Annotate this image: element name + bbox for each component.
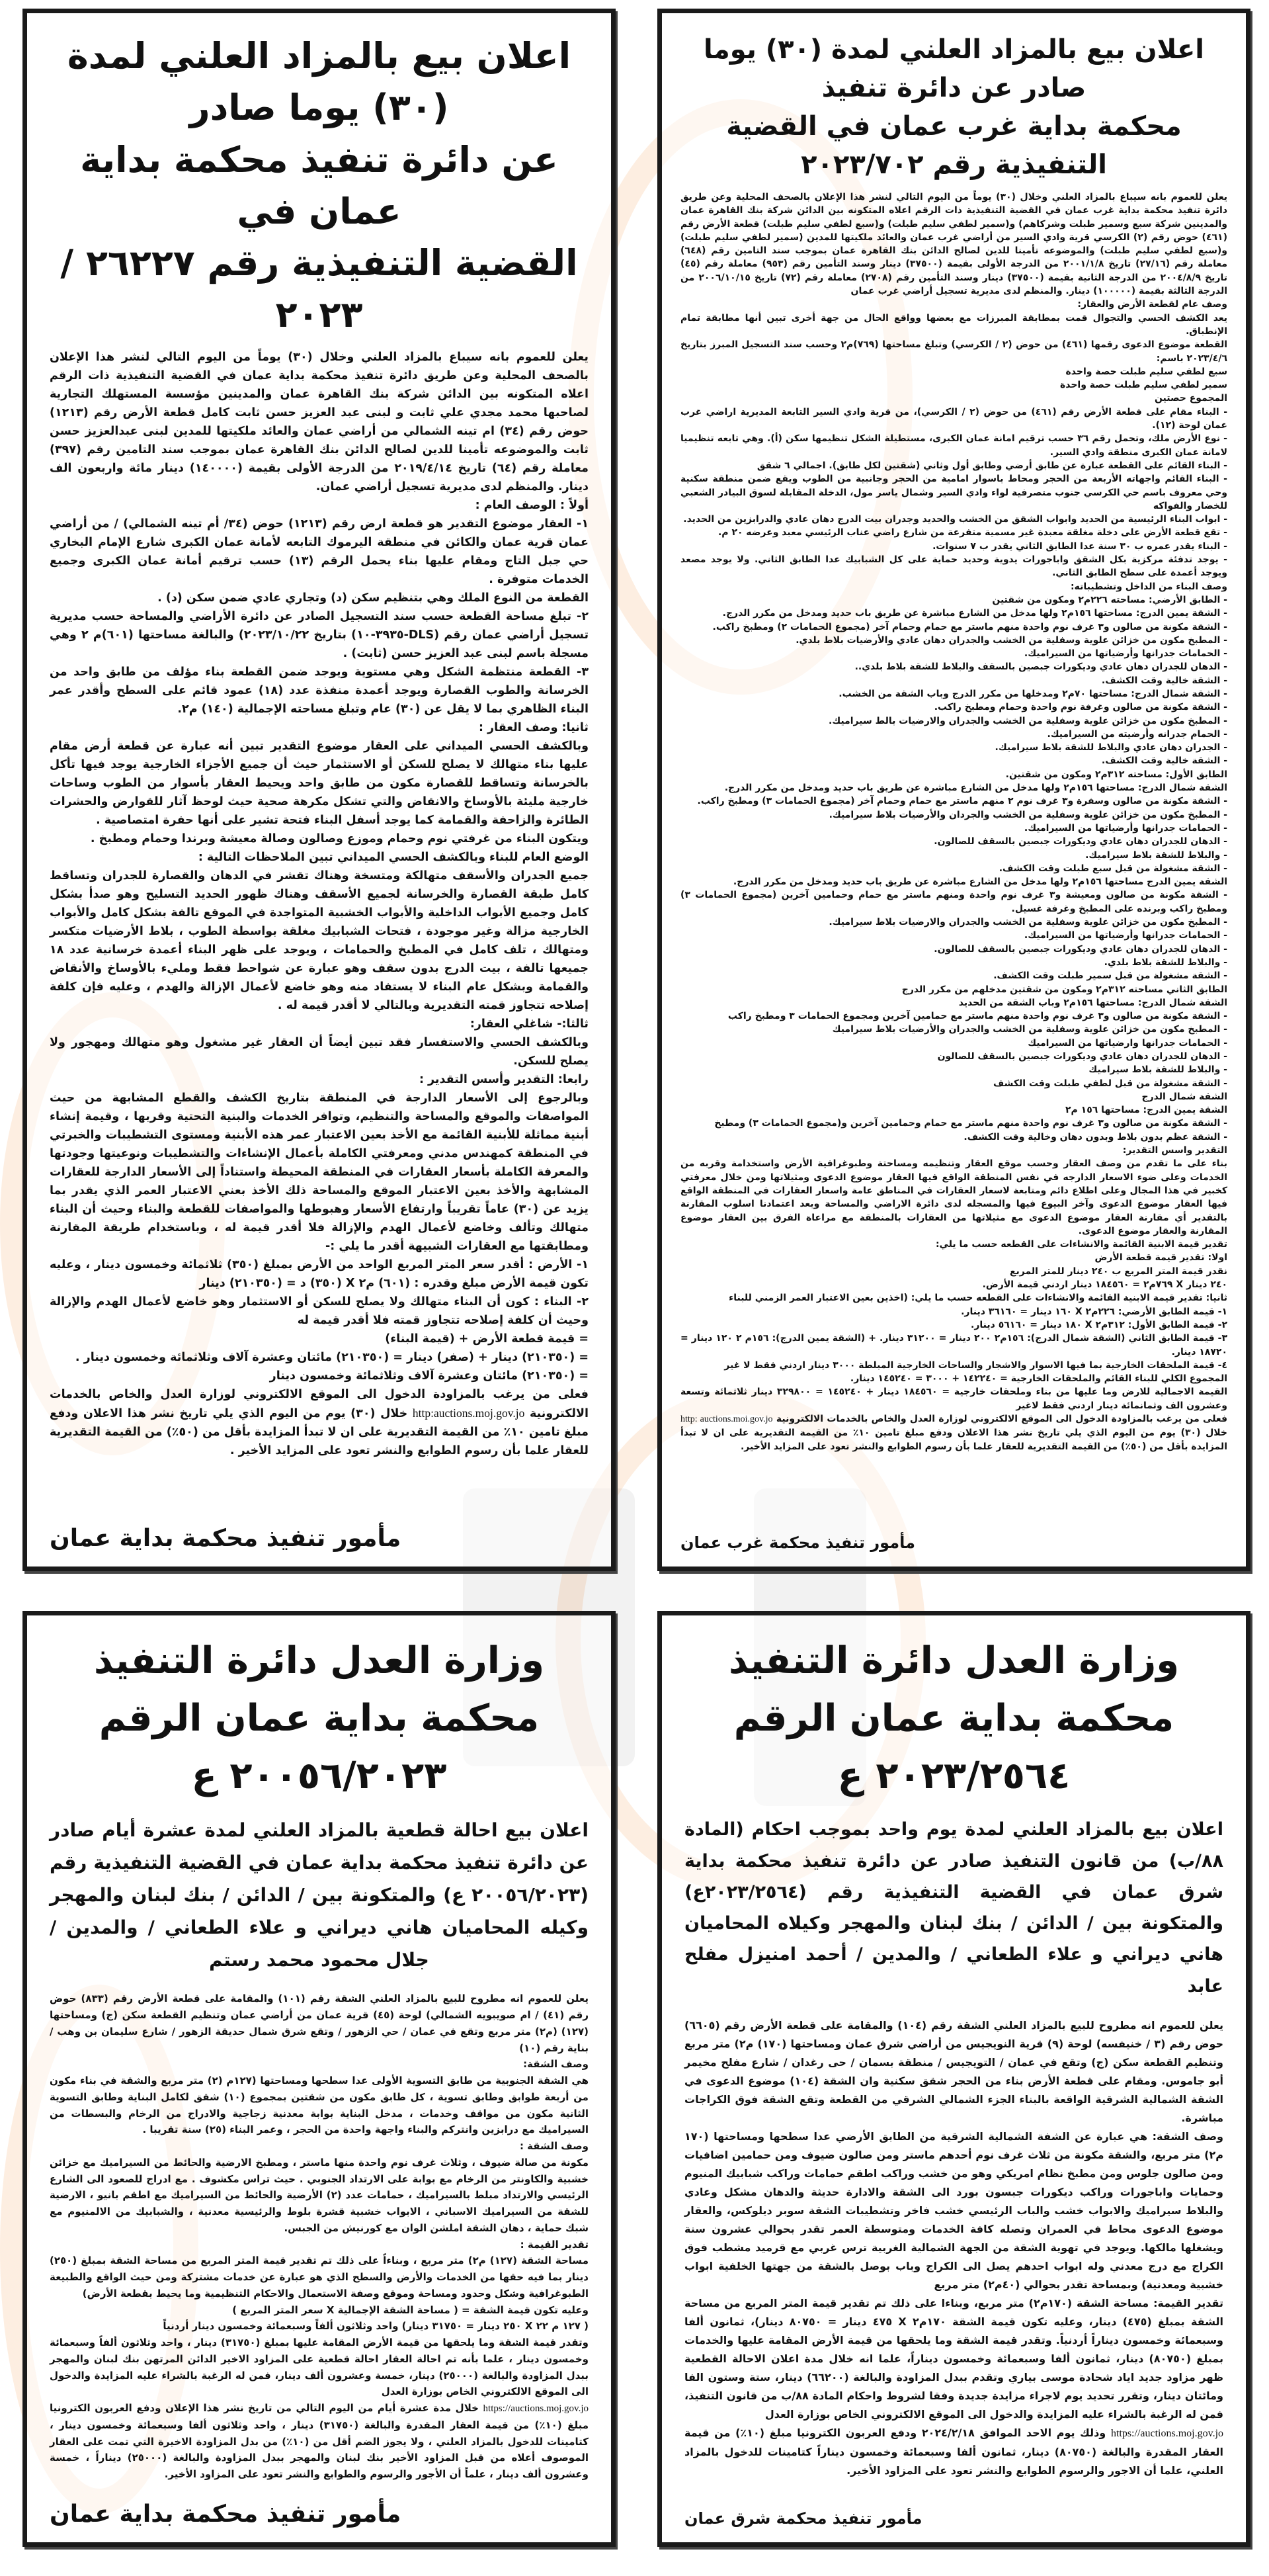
- paragraph-text: - نوع الأرض ملك، وتحمل رقم ٣٦ حسب ترقيم امانة عمان الكبرى، مستطيلة الشكل تنظيمها سكن (أ). وهي تابعه تنظيميا لامانة عمان الكبرى منطقة وادي السير.: [680, 433, 1227, 458]
- paragraph-text: وعليه تكون قيمة الشقة = ( مساحة الشقة الإجمالية X سعر المتر المربع ): [232, 2303, 589, 2316]
- paragraph-text: - الحمامات جدرانها وارضياتها من السيراميك: [1028, 1037, 1227, 1049]
- paragraph-text: - الشقة خالية وقت الكشف.: [1101, 675, 1227, 686]
- notice-title-line: محكمة بداية عمان الرقم ٢٠٠٥٦/٢٠٢٣ ع: [99, 1696, 540, 1797]
- notice-paragraph: [680, 365, 1227, 378]
- notice-paragraph: [680, 1412, 1227, 1453]
- paragraph-text: الوضع العام للبناء وبالكشف الحسي الميداني تبين الملاحظات التالية :: [198, 850, 589, 864]
- notice-paragraph: [50, 607, 589, 663]
- notice-paragraph: [684, 2294, 1223, 2424]
- paragraph-text: - الشقة خالية وقت الكشف.: [1101, 755, 1227, 767]
- notice-paragraph: [50, 830, 589, 848]
- auction-notice-amman-26227: [22, 9, 616, 1571]
- notice-paragraph: [680, 621, 1227, 634]
- auction-website-link[interactable]: https://auctions.moj.gov.jo: [1110, 2427, 1224, 2439]
- notice-body: [680, 191, 1227, 1518]
- paragraph-text: - الجدران دهان عادي والبلاط للشقة بلاط سيراميك.: [995, 742, 1227, 753]
- notice-paragraph: [680, 580, 1227, 593]
- notice-title: [50, 30, 589, 341]
- notice-signature: مأمور تنفيذ محكمة بداية عمان: [50, 2501, 401, 2528]
- paragraph-text: رابعا: التقدير وأسس التقدير :: [419, 1072, 589, 1086]
- notice-paragraph: [50, 1015, 589, 1033]
- paragraph-text: خلال (٣٠) يوم من اليوم الذي يلي تاريخ نشر هذا الاعلان ودفع مبلغ تامين ١٠٪ من القيمة التقديرية على ان لا تبدأ المزايدة بأقل من (٥٠٪) من القيمة التقديرية للعقار علما بأن رسوم الطوابع والنشر تعود على المزايد الأخير.: [680, 1428, 1228, 1452]
- notice-paragraph: [680, 983, 1227, 996]
- paragraph-text: يعلن للعموم بانه سيباع بالمزاد العلني وخلال (٣٠) يوماً من اليوم التالي لنشر هذا الإعلان بالصحف المحلية وعن طريق دائرة تنفيذ محكمة بداية عمان في القضية التنفيذية ذات الرقم اعلاه المتكونه بين الدائن شركة بنك القاهرة عمان والمدينين مؤسسة المستهلك التجارية لصاحبها محمد مجدي علي ثابت و لبنى عبد العزيز حسن ثابت كامل قطعة الأرض رقم (١٢١٣) حوض رقم (٣٤) ام تينه الشمالي من أراضي عمان والعائد ملكيتها للمدين لبنى عبدالعزيز حسن ثابت والموضوعه تأمينا للدين لصالح الدائن بنك القاهرة عمان بموجب سند التامين رقم (٣٩٧) معاملة رقم (٦٤) تاريخ ٢٠١٩/٤/١٤ من الدرجة الأولى بقيمة (١٤٠٠٠٠) دينار مائة واربعون الف دينار. والمنظم لدى مديرية تسجيل أراضي عمان.: [50, 350, 589, 494]
- paragraph-text: مكونة من صالة ضيوف ، وثلاث غرف نوم واحدة منها ماستر ، ومطبخ الارضية والحائط من السيراميك مع خزائن خشبية والكاونتر من الرخام مع بوابة على الارتداد الجنوبي . حيث تراس مكشوف . مع ادراج للصعود الى الشارع الرئيسي والارتداد مبلط بالسيراميك ، حمامات عدد (٢) الأرضية والحائط من السيراميك مع اطقم بانيو ، الارضية للشقة من السيراميك الاسباني ، الابواب خشبية قشرة بلوط والرئيسية معدنية ، والشبابيك من الالمنيوم مع شبك حماية ، دهان الشقة املشن الوان مع كورنيش من الجبس.: [50, 2156, 589, 2234]
- notice-paragraph: [680, 1318, 1227, 1332]
- paragraph-text: تقدير قيمة الابنية القائمة والانشاءات على القطعه حسب ما يلي:: [935, 1239, 1227, 1250]
- notice-paragraph: [680, 822, 1227, 835]
- paragraph-text: المجموع حصتين: [1154, 393, 1227, 404]
- paragraph-text: - الحمامات جدرانها وأرضياتها من السيراميك.: [1024, 822, 1227, 834]
- notice-paragraph: [50, 2073, 589, 2138]
- notice-title: [680, 30, 1227, 184]
- paragraph-text: الشقة شمال الدرج: مساحتها ١٥٦م٢ وباب الشقة من الحديد: [958, 997, 1227, 1008]
- notice-paragraph: [680, 835, 1227, 848]
- paragraph-text: وصف عام لقطعة الأرض والعقار:: [1077, 299, 1227, 310]
- notice-paragraph: [50, 2138, 589, 2155]
- auction-notice-amman-20056: [22, 1611, 616, 2547]
- paragraph-text: القطعة من النوع الملك وهي بتنظيم سكن (د) وتجاري عادي ضمن سكن (د) .: [157, 591, 589, 605]
- notice-title: [684, 1633, 1223, 1805]
- paragraph-text: وبالرجوع إلى الأسعار الدارجة في المنطقة بتاريخ الكشف والقطع المشابهة من حيث المواصفات والموقع والمساحة والتنظيم، وتوافر الخدمات والبنية التحتية وقربها ، وقيمة إنشاء أبنية مماثلة للأبنية القائمة مع الأخذ بعين الاعتبار عمر هذه الأبنية ومستوى التشطيبات والخبرتي في المنطقة كمهندس مدني ومعرفتي الكاملة بأعمال الإنشاءات والتشطيبات ونوعيتها وجودتها والمعرفة الكاملة بأسعار العقارات في المنطقة المحيطة واستناداً إلى الأسعار الدارجة للعقارات المشابهة والأخذ بعين الاعتبار الموقع والمساحة ذلك الأخذ بعني الاعتبار العمر الذي يقدر بما يزيد عن (٣٠) عاماً تقريباً وارتفاع الأسعار وهبوطها والمواصفات للقطعة والبناء وحيث أن البناء متهالك وتألف وخاضع لأعمال الهدم والإزالة فلا أقدر قيمة له ، وباستخدام طريقة المقارنة ومطابقتها مع العقارات الشبيهة أقدر ما يلي :-: [50, 1091, 589, 1253]
- notice-paragraph: [680, 943, 1227, 956]
- notice-paragraph: [680, 1103, 1227, 1117]
- paragraph-text: - المطبخ مكون من خزائن علوية وسفلية من الخشب والجدران والارضيات بلاط سيراميك.: [829, 917, 1227, 928]
- paragraph-text: ٢- تبلغ مساحة القطعة حسب سند التسجيل الصادر عن دائرة الأراضي والمساحة حسب مديرية تسجيل أراضي عمان رقم (DLS-٣٩٣٥-١٠) بتاريخ ٢٠٢٣/١٠/٢٢) والبالغة مساحتها (٦٠١)م ٢ وهي مسجلة باسم لبنى عبد العزيز حسن (ثابت) .: [50, 609, 589, 660]
- notice-paragraph: [680, 969, 1227, 982]
- notice-paragraph: [50, 1293, 589, 1330]
- paragraph-text: - والبلاط للشقة بلاط بلدي.: [1104, 957, 1227, 968]
- notice-paragraph: [50, 2335, 589, 2400]
- notice-paragraph: [680, 1157, 1227, 1238]
- paragraph-text: = (٢١٠٣٥٠) مائتان وعشرة آلاف وثلاثمائة وخمسون دينار: [269, 1369, 589, 1383]
- notice-paragraph: [680, 459, 1227, 472]
- notice-paragraph: [680, 432, 1227, 459]
- notice-paragraph: [680, 540, 1227, 553]
- auction-notice-west-amman-702: [657, 9, 1250, 1571]
- paragraph-text: - الشقة عظم بدون بلاط وبدون دهان وخالية وقت الكشف.: [963, 1131, 1227, 1142]
- paragraph-text: خلال مدة عشرة أيام من اليوم التالي من تاريخ نشر هذا الإعلان ودفع العربون الكترونيا مبلغ (١٠٪) من قيمة العقار المقدرة والبالغة (٣١٧٥٠) دينار ، واحد وثلاثون ألفا وسبعمائة وخمسون دينار ، كتامينات للدخول بالمزاد العلني ، ولا يجوز الضم أقل من (١٠٪) من بدل المزاودة الاخيرة التي تمت على العقار الموصوف أعلاه من قبل المزاود الأخير بنك لبنان والمهجر ببدل المزاودة والبالغة (٢٥٠٠٠) ديناراً ، خمسة وعشرون ألف دينار ، علماً أن الأجور والرسوم والطوابع والنشر تعود على المزاود الأخير.: [50, 2402, 589, 2481]
- notice-paragraph: [50, 348, 589, 496]
- notice-paragraph: [50, 589, 589, 607]
- paragraph-text: - الشقة مشغولة من قبل لطفي طبلت وقت الكشف: [993, 1078, 1227, 1089]
- notice-paragraph: [680, 888, 1227, 916]
- notice-paragraph: [684, 2424, 1223, 2480]
- paragraph-text: ٢- قيمة الطابق الأول: ٣١٢م٢ X ١٨٠ دينار = ٥٦١٦٠ دينار.: [971, 1319, 1227, 1330]
- notice-paragraph: [684, 2127, 1223, 2294]
- notice-paragraph: [680, 1077, 1227, 1090]
- notice-title-line: القضية التنفيذية رقم ٢٦٢٢٧ / ٢٠٢٣: [60, 242, 578, 336]
- notice-paragraph: [50, 1367, 589, 1385]
- paragraph-text: فعلى من يرغب بالمزاودة الدخول الى الموقع الالكتروني لوزارة العدل والخاص بالخدمات الالكترونية: [50, 1387, 589, 1420]
- notice-paragraph: [680, 660, 1227, 673]
- paragraph-text: - الدهان للجدران دهان عادي وديكورات جبصين بالسقف للصالون.: [934, 836, 1227, 847]
- notice-paragraph: [680, 714, 1227, 728]
- notice-paragraph: [680, 1131, 1227, 1144]
- notice-title-line: محكمة بداية غرب عمان في القضية التنفيذية رقم ٢٠٢٣/٧٠٢: [726, 111, 1182, 180]
- paragraph-text: فعلى من يرغب بالمزاودة الدخول الى الموقع الالكتروني لوزارة العدل والخاص بالخدمات الالكترونية: [776, 1414, 1227, 1425]
- paragraph-text: - البناء مقام على قطعة الأرض رقم (٤٦١) من حوض (٢ / الكرسي)، من قرية وادي السير التابعة المديرية اراضي غرب عمان لوحة (١٢).: [680, 406, 1228, 431]
- paragraph-text: القطعة موضوع الدعوى رقمها (٤٦١) من حوض (٢ / الكرسي) وتبلغ مساحتها (٧٦٩)م٢ وحسب سند التسجيل المبرز بتاريخ ٢٠٢٣/٤/٦ باسم:: [680, 339, 1228, 364]
- paragraph-text: - الشقة مكونة من صالون و٣ غرف نوم واحدة منهم ماستر مع حمام وحمامين آخرين و(مجموع الحمامات ٣) ومطبخ: [714, 1118, 1227, 1129]
- notice-paragraph: [680, 768, 1227, 781]
- paragraph-text: سبع لطفي سليم طبلت حصة واحدة: [1065, 366, 1227, 377]
- notice-signature: مأمور تنفيذ محكمة بداية عمان: [50, 1525, 401, 1552]
- paragraph-text: ثانيا: تقدير قيمة الابنية القائمة والانشاءات على القطعه حسب ما يلي: (اخذين بعين الاعتبار العمر الزمني للبناء: [729, 1293, 1227, 1304]
- notice-paragraph: [680, 728, 1227, 741]
- auction-website-link[interactable]: https://auctions.moj.gov.jo: [483, 2403, 589, 2415]
- notice-paragraph: [680, 1265, 1227, 1278]
- auction-notice-east-amman-2564: [657, 1611, 1250, 2547]
- notice-paragraph: [680, 1144, 1227, 1157]
- paragraph-text: - والبلاط للشقة بلاط سيراميك.: [1085, 849, 1227, 861]
- paragraph-text: يعلن للعموم انه مطروح للبيع بالمزاد العلني الشقة رقم (١٠٤) والمقامة على قطعة الأرض رقم (٦٦٠٥) حوض رقم (٣ / خنيفسه) لوحة (٩) قرية النويجيس من أراضي شرق عمان ومساحتها (١٧٠) م٢) متر مربع وتنظيم القطعة سكن (ج) وتقع في عمان / التويجيس / منطقة بسمان / حى رغدان / شارع مفلح مخيمر أبو جاموس. ومقام على قطعة الأرض بناء من الحجر شقق سكنية وان الشقة (١٠٤) موضوع الدعوى في الشقة الشمالية الشرقية الواقعة بالبناء الجزء الشمالي الشرقي من القطعة وتقع الشقة فوق الكراجات مباشرة.: [684, 2018, 1224, 2124]
- auction-website-link[interactable]: http:auctions.moj.gov.jo: [412, 1406, 525, 1420]
- paragraph-text: - الشقة مكونة من صالون وغرفة نوم واحدة وحمام ومطبخ راكب.: [934, 702, 1227, 713]
- paragraph-text: وصف الشقة :: [519, 2140, 589, 2153]
- paragraph-text: - الشقة يمين الدرج: مساحتها ١٥٦م٢ ولها مدخل من الشارع مباشرة عن طريق باب حديد ومدخل من مكرر الدرج.: [722, 608, 1227, 619]
- paragraph-text: - الدهان للجدران دهان عادي وديكورات جبصين بالسقف والبلاط للشقة بلاط بلدي..: [854, 662, 1227, 673]
- paragraph-text: ثالثا:- شاغلي العقار:: [470, 1017, 589, 1031]
- paragraph-text: وبالكشف الحسي والاستفسار فقد تبين أيضاً أن العقار غير مشغول وهو متهالك ومهجور ولا يصلح للسكن.: [50, 1035, 589, 1068]
- notice-paragraph: [680, 808, 1227, 822]
- notice-paragraph: [680, 1050, 1227, 1063]
- notice-paragraph: [50, 1070, 589, 1089]
- paragraph-text: ٤- قيمة الملحقات الخارجية بما فيها الاسوار والاشجار والساحات الخارجية المبلطة ٣٠٠٠ دينار اردني فقط لا غير: [724, 1359, 1227, 1371]
- paragraph-text: - المطبخ مكون من خزائن علوية وسفلية من الخشب والجردان والأرضيات بلاط سيراميك.: [829, 809, 1227, 820]
- paragraph-text: ١- الأرض : أقدر سعر المتر المربع الواحد من الأرض بمبلغ (٣٥٠) ثلاثمائة وخمسون دينار ، وعليه تكون قيمة الأرض مبلغ وقدره : (٦٠١) م٢ X (٣٥٠) د = (٢١٠٣٥٠) دينار: [50, 1258, 589, 1290]
- notice-title-line: عن دائرة تنفيذ محكمة بداية عمان في: [80, 138, 558, 232]
- notice-paragraph: [50, 848, 589, 867]
- notice-paragraph: [680, 781, 1227, 794]
- paragraph-text: - الشقة مكونة من صالون ومعيشة و٣ غرف نوم واحدة ومنهم ماستر مع حمام وحمامين آخرين (مجموع الحمامات ٣) ومطبخ راكب وبرنده على المطبخ وغرفة غسيل.: [680, 890, 1227, 914]
- notice-paragraph: [680, 1251, 1227, 1264]
- notice-paragraph: [50, 867, 589, 1015]
- notice-paragraph: [50, 1256, 589, 1293]
- paragraph-text: وصف الشقة: هي عبارة عن الشفة الشمالية الشرقية من الطابق الأرضي عدا سطحها ومساحتها (١٧٠ م٢) متر مربع، والشقة مكونة من ثلاث غرف نوم أحدهم ماستر ومن صالون ضيوف ومن حمامين اضافيات ومن صالون جلوس ومن مطبخ نظام امريكي وهو من خشب وراكب اطقم حمامات وراكب شبابيك المنيوم وحمايات واباجورات وراكب ديكورات جبسون بورد الى الشقة والادارة حديثة والدهان مشكل وعادي والبلاط سيراميك والابواب خشب والباب الرئيسي خشب فاخر وتشطيبات الشقة سوبر ديلوكس، والعقار موضوع الدعوى محاط في العمران وتصله كافة الخدمات ومتوسطة العمر تقدر بحوالي عشرون سنة ويشغلها مالكها. ويوجد في تهوية الشقة من الجهة الشمالية الغربية ترس غربي مع قرميد مشطب فوق الكراج مع درج معدني وله ابواب احدهم يصل الى الكراج وباب بوصل بالشقة من جهتها الخلفية ابواب خشبية ومعدنية) وبمساحة تقدر بحوالي (٤٠م٢) متر مربع: [684, 2129, 1223, 2291]
- paragraph-text: الشقة شمال الدرج: [1141, 1091, 1227, 1102]
- paragraph-text: التقدير واسس التقدير:: [1122, 1145, 1227, 1156]
- paragraph-text: وتقدر قيمة الشقة وما يلحقها من قيمة الأرض المقامة عليها بمبلغ (٣١٧٥٠) دينار ، واحد وثلاثون ألفاً وسبعمائة وخمسون دينار ، علما بأنه تم احالة العقار احالة قطعية على المزاود الاخير الدائن المرتهن بنك لبنان والمهجر ببدل المزاودة والبالغة (٢٥٠٠٠) دينار، خمسة وعشرون ألف دينار، فمن له الرغبة بالشراء عليه المزايدة والدخول الى الموقع الالكتروني الخاص بوزارة العدل: [50, 2337, 589, 2398]
- paragraph-text: يعد الكشف الحسي والتجوال قمت بمطابقة المبرزات مع بعضها وواقع الحال من جهة أخرى تبين أنها مطابقة تمام الإنطباق.: [680, 312, 1227, 337]
- notice-paragraph: [680, 1063, 1227, 1076]
- notice-paragraph: [680, 338, 1227, 365]
- notice-paragraph: [680, 1023, 1227, 1036]
- notice-paragraph: [680, 754, 1227, 767]
- notice-paragraph: [680, 862, 1227, 875]
- paragraph-text: - الشقة شمال الدرج: مساحتها ٧٠م٢ ومدخلها من مكرر الدرج وباب الشقة من الخشب.: [839, 688, 1227, 699]
- notice-paragraph: [680, 1332, 1227, 1359]
- paragraph-text: وصف البناء من الداخل وتشطيباته:: [1071, 581, 1227, 592]
- paragraph-text: - الشقة مشغولة من قبل سمير طبلت وقت الكشف.: [993, 970, 1227, 982]
- paragraph-text: ( ١٢٧ م ٢٢ X ٢٥٠ دينار = ٣١٧٥٠ دينار) واحد وثلاثون ألفاً وسبعمائة وخمسون دينار أردنياً: [163, 2320, 589, 2333]
- paragraph-text: الطابق الثاني مساحته ٣١٢م٢ ومكون من شقتين مدخلهم من مكرر الدرج: [901, 984, 1227, 995]
- notice-paragraph: [50, 1385, 589, 1460]
- paragraph-text: هي الشقة الجنوبية من طابق التسوية الأولى عدا سطحها ومساحتها (١٢٧م (٢) متر مربع والشقة في بناء مكون من أربعة طوابق وطابق تسوية ، كل طابق مكون من شقتين بمجموع (١٠) شقق لكامل البناية وطابق التسوية الثانية مكون من مواقف وخدمات ، مدخل البناية بوابة معدنية زجاجية والادراج من الرخام والبسطات من السيراميك مع درابزين وانتركم والبناء واجهة واحدة من الحجر ، وعمر البناء (٢٥) سنة تقريبا .: [50, 2075, 589, 2136]
- notice-paragraph: [50, 2302, 589, 2319]
- paragraph-text: القيمة الاجمالية للارض وما عليها من بناء وملحقات خارجية = ١٨٤٥٦٠ دينار + ١٤٥٢٤٠ = ٣٢٩٨٠٠ دينار ثلاثمائة وتسعة وعشرون الف وثمانمائة دينار اردني فقط لاغير: [680, 1387, 1227, 1411]
- notice-paragraph: [680, 741, 1227, 754]
- notice-paragraph: [680, 875, 1227, 888]
- paragraph-text: = قيمة قطعة الأرض + (قيمة البناء): [385, 1332, 589, 1346]
- notice-paragraph: [680, 1090, 1227, 1103]
- notice-paragraph: [680, 1385, 1227, 1412]
- notice-paragraph: [680, 634, 1227, 647]
- paragraph-text: الشقة يمين الدرج: مساحتها ١٥٦ م٢: [1065, 1105, 1227, 1116]
- notice-paragraph: [680, 553, 1227, 580]
- notice-paragraph: [680, 406, 1227, 433]
- notice-paragraph: [50, 496, 589, 515]
- notice-title-line: اعلان بيع بالمزاد العلني لمدة (٣٠) يوما صادر: [67, 35, 571, 129]
- notice-paragraph: [50, 2056, 589, 2073]
- notice-paragraph: [680, 472, 1227, 513]
- paragraph-text: - البناء يقدر عمره ب ٣٠ سنة عدا الطابق الثاني يقدر ب ٧ سنوات.: [932, 540, 1227, 552]
- notice-signature: مأمور تنفيذ محكمة شرق عمان: [684, 2509, 922, 2528]
- paragraph-text: اولا: تقدير قيمة قطعة الأرض: [1094, 1252, 1227, 1264]
- paragraph-text: ١- قيمة الطابق الأرضي: ٢٢٦م٢ X ١٦٠ دينار = ٣٦١٦٠ دينار.: [961, 1306, 1227, 1317]
- notice-paragraph: [680, 929, 1227, 942]
- notice-paragraph: [680, 701, 1227, 714]
- notice-paragraph: [50, 663, 589, 718]
- paragraph-text: = (٢١٠٣٥٠) دينار + (صفر) دينار = (٢١٠٣٥٠) مائتان وعشرة آلاف وثلاثمائة وخمسون دينار .: [75, 1350, 589, 1364]
- paragraph-text: مساحة الشقة (١٢٧) م٢) متر مربع ، وبناءاً على ذلك تم تقدير قيمة المتر المربع من مساحة الشقة بمبلغ (٢٥٠) دينار بما فيه حقها من الخدمات والأرض والسطح الذي هو عبارة عن خدمات مشتركة ومن حيث الواقع والطبيعة الطبوغرافية وشكل وحدود ومساحة وموقع وصفة الاستعمال والاحكام التنظيمية وما يحيط بقطعة الأرض): [50, 2254, 589, 2299]
- paragraph-text: ثانيا: وصف العقار :: [478, 720, 589, 734]
- paragraph-text: - الحمامات جدرانها وأرضياتها من السيراميك.: [1024, 930, 1227, 941]
- paragraph-text: - تقع قطعة الأرض على دخلة مغلقة معبدة غير مسمية متفرعة من شارع راضي عناب الرئيسي معبد وعرضه ٢٠ م.: [717, 527, 1227, 538]
- notice-paragraph: [680, 1117, 1227, 1130]
- notice-paragraph: [680, 956, 1227, 969]
- paragraph-text: ويتكون البناء من غرفتي نوم وحمام وموزع وصالون وصالة معيشة وبرندا وحمام ومطبخ .: [90, 832, 589, 845]
- paragraph-text: وذلك يوم الاحد الموافق ٢٠٢٤/٢/١٨ ودفع العربون الكترونيا مبلغ (١٠٪) من قيمة العقار المقدرة والبالغة (٨٠٧٥٠) دينار، ثمانون ألفا وسبعمائة وخمسون ديناراً كتامينات للدخول بالمزاد العلني، علما أن الاجور والرسوم الطوابع والنشر تعود على المزاود الأخير.: [684, 2426, 1223, 2477]
- paragraph-text: الشقة يمين الدرج مساحتها ١٥٦م٢ ولها مدخل من الشارع مباشرة عن طريق باب حديد ومدخل من مكرر الدرج.: [733, 877, 1227, 888]
- paragraph-text: - البناء القائم واجهاته الأربعة من الحجر ومحاط باسوار امامية من الحجر وجانبية من الطوب ويقع ضمن منطقة سكنية وحي معروف باسم حي الكرسي جنوب متصرفية لواء وادي السير وشمال ياسر مول، الدخلة المقابلة لسوق البيادر الشعبي للخضار والفواكه: [680, 474, 1227, 511]
- paragraph-text: ١- العقار موضوع التقدير هو قطعة ارض رقم (١٢١٣) حوض (٣٤/ أم تينه الشمالي) / من أراضي عمان قرية عمان والكائن في منطقة اليرموك التابعه لأمانة عمان الكبرى شارع الإمام البخاري حي جبل التاج ومقام عليها بناء يحمل الرقم (١٣) حسب ترقيم أمانة عمان الكبرى وجميع الخدمات متوفرة .: [50, 517, 589, 586]
- notice-paragraph: [684, 2016, 1223, 2127]
- paragraph-text: - الشقة مكونة من صالون و٣ غرف نوم واحدة منهم ماستر مع حمامين آخرين ومجموع الحمامات ٣ ومطبخ راكب: [727, 1011, 1227, 1022]
- notice-paragraph: [680, 794, 1227, 808]
- paragraph-text: - البناء القائم على القطعة عبارة عن طابق أرضي وطابق أول وثاني (شقتين لكل طابق). اجمالي ٦ شقق: [757, 460, 1227, 471]
- notice-paragraph: [680, 916, 1227, 929]
- paragraph-text: ٣- قيمة الطابق الثاني (الشقة شمال الدرج): ١٥٦م٢ ٢٠٠ دينار = ٣١٢٠٠ دينار. + (الشقة يمين الدرج): ١٥٦م ٢ ١٢٠ دينار = ١٨٧٢٠ دينار.: [680, 1333, 1228, 1357]
- notice-paragraph: [680, 312, 1227, 339]
- auction-website-link[interactable]: http: auctions.moi.gov.jo: [680, 1414, 773, 1425]
- paragraph-text: - المطبخ مكون من خزائن علوية وسفلية من الخشب والجدران دهان عادي والأرضيات بلاط بلدي.: [796, 634, 1227, 646]
- paragraph-text: - الشقة مكونة من صالون وسفرة و٣ غرف نوم ٢ منهم ماستر مع حمام وحمام آخر (مجموع الحمامات ٣) ومطبخ راكب.: [697, 796, 1227, 807]
- notice-paragraph: [680, 1359, 1227, 1372]
- paragraph-text: خلال (٣٠) يوم من اليوم الذي يلي تاريخ نشر هذا الاعلان ودفع مبلغ تامين ١٠٪ من القيمة التقديرية على ان لا تبدأ المزايدة بأقل من (٥٠٪) من القيمة التقديرية للعقار علما بأن رسوم الطوابع والنشر تعود على المزايد الأخير .: [50, 1406, 589, 1457]
- paragraph-text: - الشقة مشغولة من قبل سبع طبلت وقت الكشف.: [999, 863, 1227, 874]
- notice-paragraph: [680, 1037, 1227, 1050]
- notice-paragraph: [50, 1991, 589, 2056]
- paragraph-text: ٣- القطعة منتظمة الشكل وهي مستوية ويوجد ضمن القطعة بناء مؤلف من طابق واحد من الخرسانة والطوب القصارة ويوجد أعمدة منفذة عدد (١٨) عمود قائم على السطح وأقدر عمر البناء الظاهري بما لا يقل عن (٣٠) عام وتبلغ مساحته الإجمالية (١٤٠) م٢.: [50, 665, 589, 716]
- paragraph-text: تقدير القيمة: مساحة الشقة (١٧٠م٢) متر مربع، وبناءا على ذلك تم تقدير قيمة المتر المربع من مساحة الشقة بمبلغ (٤٧٥) دينار، وعليه تكون قيمة الشقة ١٧٠م٢ X ٤٧٥ دينار = ٨٠٧٥٠ دينار)، ثمانون ألفا وسبعمائة وخمسون ديناراً أردنياً. وتقدر قيمة الشقة وما يلحقها من قيمة الأرض المقامة عليها والخدمات بمبلغ (٨٠٧٥٠) دينار، ثمانون ألفا وسبعمائة وخمسون ديناراً، علما انه خلال مدة اعلان الاحالة القطعية ظهر مزاود جديد اياد شحادة موسى بياري وتقدم ببدل المزاودة والبالغة (٦٦٢٠٠) دينار، ستة وستون الفا ومائتان دينار، وتقرر تحديد يوم لاجراء مزايدة جديدة وفقا لشروط واحكام المادة ٨٨/ب من قانون التنفيذ، فمن له الرغبة بالشراء عليه المزايدة والدخول الى الموقع الالكتروني الخاص بوزارة العدل: [684, 2296, 1224, 2421]
- paragraph-text: - ابواب البناء الرئيسية من الحديد وابواب الشقق من الخشب والحديد وجدران بيت الدرج دهان عادي والدرابزين من الحديد.: [683, 514, 1227, 525]
- paragraph-text: يعلن للعموم بانه سيباع بالمزاد العلني وخلال (٣٠) يوماً من اليوم التالي لنشر هذا الإعلان بالصحف المحلية وعن طريق دائرة تنفيذ محكمة بداية غرب عمان في القضية التنفيذية ذات الرقم اعلاه المتكونه بين الدائن شركة بنك القاهرة عمان والمدينين شركة سبع وسمير طبلت وشركاهم) و(سمير لطفي سليم طبلت) و(سبع لطفي سليم طبلت) قطعة الأرض رقم (٤٦١) حوض رقم (٢) الكرسي قرية وادي السير من أراضي غرب عمان والعائد ملكيتها للمدين (سمير لطفي سليم طبلت) و(سبع لطفي سليم طبلت) والموضوعه تأمينا للدين لصالح الدائن بنك القاهرة عمان بموجب سند التامين رقم (٦٤٨) معاملة رقم (٢٧/١٦) تاريخ ٢٠٠١/١/٨ من الدرجة الأولى بقيمة (٣٧٥٠٠) دينار وسند التأمين رقم (٩٥٣) معاملة رقم (٤٥) تاريخ ٢٠٠٤/٨/٩ من الدرجة الثانية بقيمة (٣٧٥٠٠) دينار وسند التأمين رقم (٢٧٠٨) معاملة رقم (٧٢) تاريخ ٢٠٠٦/١٠/١٥ من الدرجة الثالثة بقيمة (١٠٠٠٠٠) دينار. والمنظم لدى مديرية تسجيل أراضي غرب عمان: [680, 192, 1228, 297]
- notice-paragraph: [50, 2237, 589, 2253]
- notice-paragraph: [680, 674, 1227, 687]
- notice-body: [50, 1991, 589, 2485]
- notice-paragraph: [680, 378, 1227, 392]
- paragraph-text: - يوجد تدفئة مركزية بكل الشقق واباجورات يدوية وحديد حماية على كل الشبابيك عدا الطابق الثاني. ولا يوجد مصعد ويوجد أعمدة على سطح الطابق الثاني.: [680, 554, 1227, 579]
- notice-paragraph: [680, 1305, 1227, 1318]
- notice-paragraph: [50, 737, 589, 830]
- notice-paragraph: [50, 515, 589, 589]
- paragraph-text: وصف الشقة:: [523, 2058, 589, 2071]
- paragraph-text: تقدير القيمة :: [520, 2238, 589, 2251]
- notice-paragraph: [680, 593, 1227, 607]
- notice-title-line: محكمة بداية عمان الرقم ٢٠٢٣/٢٥٦٤ ع: [733, 1696, 1174, 1797]
- notice-title-line: وزارة العدل دائرة التنفيذ: [728, 1639, 1180, 1682]
- notice-paragraph: [680, 1278, 1227, 1291]
- notice-body: [684, 2016, 1223, 2493]
- paragraph-text: أولاً : الوصف العام :: [475, 498, 589, 512]
- notice-paragraph: [680, 298, 1227, 311]
- paragraph-text: ٢- البناء : كون أن البناء متهالك ولا يصلح للسكن أو الاستثمار وهو خاضع لأعمال الهدم والإزالة وحيث أن كلفة إصلاحه تتجاوز قمته فلا أقدر قيمة له: [50, 1295, 589, 1327]
- notice-paragraph: [680, 1372, 1227, 1385]
- notice-paragraph: [680, 1009, 1227, 1023]
- notice-paragraph: [50, 2400, 589, 2483]
- paragraph-text: - المطبخ مكون من خزائن علوية وسفلية من الخشب والجدران والارضيات بالط سيراميك.: [829, 715, 1227, 726]
- notice-paragraph: [680, 849, 1227, 862]
- notice-title-line: اعلان بيع بالمزاد العلني لمدة (٣٠) يوما صادر عن دائرة تنفيذ: [703, 34, 1205, 103]
- paragraph-text: - الحمام جدرانه وأرضيته من السيراميك.: [1047, 728, 1227, 740]
- notice-title-line: وزارة العدل دائرة التنفيذ: [93, 1639, 545, 1682]
- notice-paragraph: [680, 191, 1227, 298]
- paragraph-text: الطابق الأول: مساحته ٣١٢م٢ ومكون من شقتين.: [1005, 769, 1227, 780]
- notice-paragraph: [50, 718, 589, 737]
- paragraph-text: - الطابق الأرضي: مساحته ٢٢٦م٢ ومكون من شقتين: [992, 594, 1227, 605]
- notice-title: [50, 1633, 589, 1805]
- paragraph-text: - الدهان للجدران دهان عادي وديكورات جبصين بالسقف للصالون.: [934, 943, 1227, 955]
- paragraph-text: يعلن للعموم انه مطروح للبيع بالمزاد العلني الشقة رقم (١٠١) والمقامة على قطعة الأرض رقم (٨٣٣) حوض رقم (٤١) / ام صويبويه الشمالي) لوحة (٤٥) قرية عمان من أراضي عمان وتنظيم القطعة سكن (ج) ومساحتها (١٢٧) (م٢) متر مربع وتقع في عمان / حي الزهور / وتقع شرق شمال حديقة الزهور / شارع سليمان بن وهب / بناية رقم (١٠): [50, 1993, 589, 2054]
- paragraph-text: - الدهان للجدران دهان عادي وديكورات جبصين بالسقف للصالون: [937, 1051, 1227, 1062]
- notice-paragraph: [680, 392, 1227, 405]
- paragraph-text: سمير لطفي سليم طبلت حصة واحدة: [1059, 380, 1227, 391]
- notice-paragraph: [50, 2253, 589, 2301]
- paragraph-text: جميع الجدران والأسقف متهالكة ومتسخة وهناك تقشر في الدهان والقصارة للجدران وتساقط كامل طبقة القصارة والخرسانة لجميع الأسقف وهناك ظهور الحديد التسليح وهو صدأ بشكل كامل وجميع الأبواب الداخلية والأبواب الخشبية المتواجدة في الموقع تالفة بشكل كامل والأبواب الخارجية مزالة وغير موجودة ، فتحات الشبابيك مغلقة بواسطة الطوب ، بلاط الأرضيات متكسر ومتهالك ، تلف كامل في المطبخ والحمامات ، ويوجد على ظهر البناء أعمدة خرسانية عدد ١٨ جميعها تالفة ، بيت الدرج بدون سقف وهو عبارة عن شواحط فقط ومليء بالأوساخ والأنقاض والقمامة وبشكل عام البناء لا يستفاد منه وهو خاضع لأعمال الإزالة والهدم ، وعليه فإن كلفة إصلاحه تتجاوز قمته التقديرية وبالتالي لا أقدر قيمة له .: [50, 869, 589, 1012]
- paragraph-text: الشقة شمال الدرج: مساحتها ١٥٦م٢ ولها مدخل من الشارع مباشرة عن طريق باب حديد ومدخل من مكرر الدرج.: [724, 783, 1227, 794]
- paragraph-text: نقدر قيمة المتر المربع ب ٢٤٠ دينار للمتر المربع: [1009, 1266, 1227, 1277]
- notice-paragraph: [680, 513, 1227, 526]
- notice-paragraph: [680, 1291, 1227, 1305]
- notice-paragraph: [50, 2318, 589, 2335]
- notice-subtitle: اعلان بيع احالة قطعية بالمزاد العلني لمدة عشرة أيام صادر عن دائرة تنفيذ محكمة بداية عمان في القضية التنفيذية رقم (٢٠٠٥٦/٢٠٢٣ ع) والمتكونة بين / الدائن / بنك لبنان والمهجر وكيله المحاميان هاني ديراني و علاء الطعاني / والمدين / جلال محمود محمد رستم: [50, 1819, 589, 1971]
- paragraph-text: وبالكشف الحسي الميداني على العقار موضوع التقدير تبين أنه عبارة عن قطعة أرض مقام عليها بناء متهالك لا يصلح للسكن أو الاستثمار حيث أن جميع الأجزاء الخارجية يوجد فيها تأكل بالخرسانة وتساقط للقصارة مكون من طابق واحد ويحيط العقار بأسوار من الطوب وساحات خارجية مليئة بالأوساخ والانقاض والتي تشكل مكرهة صحية حيث لوحظ آثار للقوارض والحشرات الطائرة والزاحفة والقمامة كما يوجد أسفل البناء فتحة تشير على أنها حفرة امتصاصية .: [50, 739, 589, 827]
- notice-paragraph: [50, 1089, 589, 1256]
- notice-body: [50, 348, 589, 1509]
- notice-paragraph: [50, 1330, 589, 1348]
- notice-paragraph: [50, 1033, 589, 1070]
- paragraph-text: - الشقة مكونة من صالون و٣ غرف نوم واحدة منهم ماستر مع حمام وحمام آخر (مجموع الحمامات ٢) ومطبخ راكب.: [712, 621, 1227, 632]
- notice-paragraph: [50, 2155, 589, 2237]
- notice-paragraph: [680, 687, 1227, 701]
- notice-paragraph: [50, 1348, 589, 1367]
- paragraph-text: المجموع الكلي للبناء القائم والملحقات الخارجية = ١٤٢٢٤٠ + ٣٠٠٠ = ١٤٥٢٤٠ دينار.: [850, 1373, 1227, 1385]
- notice-subtitle: اعلان بيع بالمزاد العلني لمدة يوم واحد بموجب احكام (المادة ٨٨/ب) من قانون التنفيذ صادر عن دائرة تنفيذ محكمة بداية شرق عمان في القضية التنفيذية رقم (٢٠٢٣/٢٥٦٤ع) والمتكونة بين / الدائن / بنك لبنان والمهجر وكيلاه المحاميان هاني ديراني و علاء الطعاني / والمدين / أحمد امنيزل مفلح عابد: [684, 1819, 1223, 1996]
- paragraph-text: بناء على ما تقدم من وصف العقار وحسب موقع العقار وتنظيمه ومساحتة وطبوغرافية الأرض واستخدامة وقربه من الخدمات وعلى ضوء الاسعار الدارجه في نفس المنطقة الواقع فيها العقار موضوع الدعوى ومثيلاتها ومن خلال معرفتي كخبير في هذا المجال وعلى اطلاع دائم ومتابعة لاسعار العقارات في المناطق عامة واسعار العقارات في المنطقة الواقع فيها العقار موضوع الدعوى وآخر البيوع فيها والمسجله لدى دائرة الاراضي والمساحة وبعد اعتمادنا اسلوب المقارنة بالتقدير أي مقارنة العقار موضوع الدعوى مع مثيلاتها من العقارات بالمنطقة مع مراعاة الفرق بين العقار موضوع المقارنة والعقار موضوع الدعوى.: [680, 1158, 1227, 1236]
- notice-paragraph: [680, 647, 1227, 660]
- paragraph-text: - المطبخ مكون من خزائن علوية وسفلية من الخشب والجدران والأرضيات بلاط سيراميك: [832, 1024, 1227, 1035]
- notice-paragraph: [680, 1238, 1227, 1251]
- notice-signature: مأمور تنفيذ محكمة غرب عمان: [680, 1533, 915, 1552]
- paragraph-text: ٢٤٠ دينار X ٧٦٩م٢ = ١٨٤٥٦٠ دينار اردني قيمة الأرض.: [982, 1279, 1227, 1291]
- paragraph-text: - الحمامات جدرانها وأرضياتها من السيراميك.: [1024, 648, 1227, 660]
- notice-paragraph: [680, 996, 1227, 1009]
- paragraph-text: - والبلاط للشقة بلاط سيراميك: [1088, 1064, 1227, 1076]
- notice-paragraph: [680, 607, 1227, 620]
- notice-paragraph: [680, 526, 1227, 539]
